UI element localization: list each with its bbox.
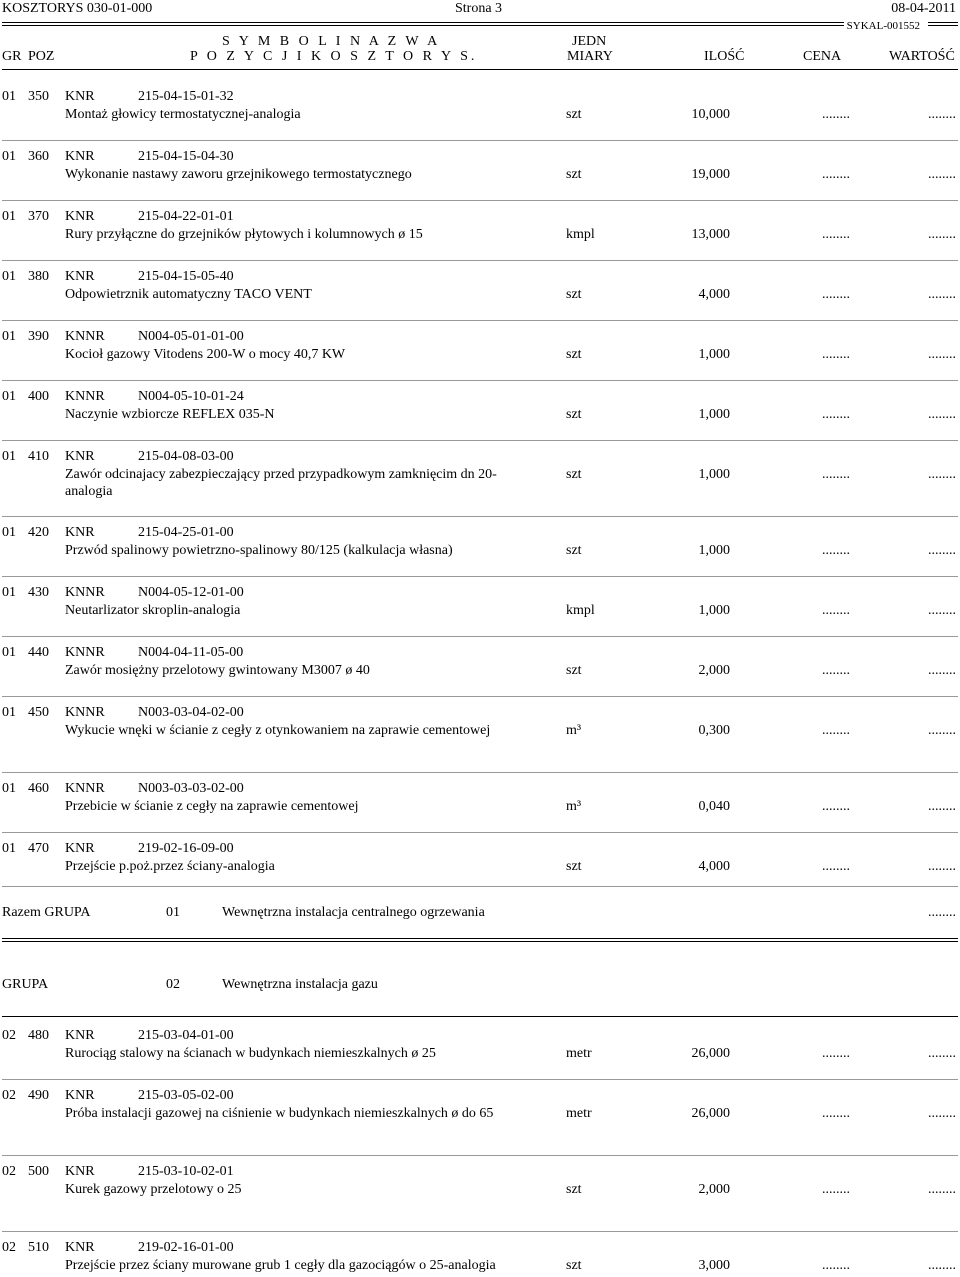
row-description: Przejście p.poż.przez ściany-analogia	[65, 859, 275, 874]
row-quantity: 1,000	[698, 543, 730, 558]
column-header-gr: GR	[2, 49, 22, 64]
row-description: Rury przyłączne do grzejników płytowych i kolumnowych ø 15	[65, 227, 423, 242]
row-group: 01	[2, 329, 16, 344]
row-group: 02	[2, 1088, 16, 1103]
row-value: ........	[928, 859, 956, 874]
row-position: 370	[28, 209, 49, 224]
row-position: 390	[28, 329, 49, 344]
row-catalog-base: KNR	[65, 841, 95, 856]
program-id: SYKAL-001552	[846, 20, 920, 32]
row-position: 360	[28, 149, 49, 164]
row-catalog-base: KNR	[65, 1240, 95, 1255]
row-quantity: 2,000	[698, 663, 730, 678]
row-quantity: 3,000	[698, 1258, 730, 1273]
row-group: 01	[2, 89, 16, 104]
row-description: Wykucie wnęki w ścianie z cegły z otynkowaniem na zaprawie cementowej	[65, 723, 491, 738]
column-header-divider	[2, 69, 958, 70]
row-group: 02	[2, 1240, 16, 1255]
row-price: ........	[822, 167, 850, 182]
row-unit: szt	[566, 167, 582, 182]
row-group: 01	[2, 149, 16, 164]
column-header-symbol: S Y M B O L I N A Z W A	[222, 34, 441, 49]
row-description: Kocioł gazowy Vitodens 200-W o mocy 40,7 KW	[65, 347, 346, 362]
row-catalog-base: KNR	[65, 1088, 95, 1103]
row-divider	[2, 380, 958, 381]
group-total-divider	[2, 938, 958, 939]
row-quantity: 0,300	[698, 723, 730, 738]
row-description: Zawór mosiężny przelotowy gwintowany M3007 ø 40	[65, 663, 370, 678]
row-position: 500	[28, 1164, 49, 1179]
row-catalog-base: KNNR	[65, 585, 105, 600]
row-divider	[2, 1231, 958, 1232]
row-group: 01	[2, 645, 16, 660]
row-position: 420	[28, 525, 49, 540]
row-group: 01	[2, 389, 16, 404]
row-catalog-base: KNR	[65, 1028, 95, 1043]
row-catalog-code: N003-03-03-02-00	[138, 781, 244, 796]
row-group: 01	[2, 705, 16, 720]
row-unit: szt	[566, 107, 582, 122]
header-divider-right-double	[928, 25, 958, 26]
row-catalog-base: KNR	[65, 89, 95, 104]
group-total-number: 01	[166, 905, 180, 920]
row-unit: szt	[566, 347, 582, 362]
row-unit: m³	[566, 799, 582, 814]
row-value: ........	[928, 1106, 956, 1121]
row-position: 440	[28, 645, 49, 660]
row-value: ........	[928, 543, 956, 558]
row-unit: szt	[566, 543, 582, 558]
row-catalog-code: 215-04-15-04-30	[138, 149, 234, 164]
row-catalog-base: KNNR	[65, 389, 105, 404]
row-unit: m³	[566, 723, 582, 738]
row-divider	[2, 516, 958, 517]
group-header-name: Wewnętrzna instalacja gazu	[222, 977, 378, 992]
row-group: 01	[2, 449, 16, 464]
row-price: ........	[822, 1182, 850, 1197]
row-value: ........	[928, 1182, 956, 1197]
row-catalog-code: N004-05-01-01-00	[138, 329, 244, 344]
row-description: Wykonanie nastawy zaworu grzejnikowego termostatycznego	[65, 167, 412, 182]
row-group: 01	[2, 525, 16, 540]
row-quantity: 4,000	[698, 287, 730, 302]
column-header-symbol-sub: P O Z Y C J I K O S Z T O R Y S.	[190, 49, 478, 64]
row-price: ........	[822, 603, 850, 618]
row-group: 01	[2, 781, 16, 796]
row-quantity: 1,000	[698, 347, 730, 362]
row-quantity: 1,000	[698, 407, 730, 422]
row-position: 490	[28, 1088, 49, 1103]
row-price: ........	[822, 467, 850, 482]
row-unit: metr	[566, 1106, 592, 1121]
column-header-unit-1: JEDN	[572, 34, 607, 49]
row-value: ........	[928, 603, 956, 618]
row-description: Montaż głowicy termostatycznej-analogia	[65, 107, 301, 122]
row-position: 510	[28, 1240, 49, 1255]
group-header-label: GRUPA	[2, 977, 49, 992]
row-value: ........	[928, 1046, 956, 1061]
row-group: 01	[2, 841, 16, 856]
row-catalog-code: 215-03-05-02-00	[138, 1088, 234, 1103]
row-position: 410	[28, 449, 49, 464]
row-price: ........	[822, 407, 850, 422]
row-quantity: 10,000	[691, 107, 730, 122]
row-description: Kurek gazowy przelotowy o 25	[65, 1182, 242, 1197]
row-price: ........	[822, 287, 850, 302]
document-date: 08-04-2011	[891, 1, 956, 16]
row-description: Rurociąg stalowy na ścianach w budynkach niemieszkalnych ø 25	[65, 1046, 436, 1061]
row-catalog-base: KNR	[65, 269, 95, 284]
row-unit: kmpl	[566, 227, 595, 242]
row-price: ........	[822, 347, 850, 362]
row-unit: szt	[566, 859, 582, 874]
row-quantity: 4,000	[698, 859, 730, 874]
row-value: ........	[928, 723, 956, 738]
row-catalog-code: N004-04-11-05-00	[138, 645, 244, 660]
row-description: Przejście przez ściany murowane grub 1 cegły dla gazociągów o 25-analogia	[65, 1258, 496, 1273]
group-header-number: 02	[166, 977, 180, 992]
group-total-divider-double	[2, 941, 958, 942]
row-description: Odpowietrznik automatyczny TACO VENT	[65, 287, 312, 302]
page-number: Strona 3	[455, 1, 503, 16]
row-unit: szt	[566, 467, 582, 482]
row-divider	[2, 636, 958, 637]
row-quantity: 0,040	[698, 799, 730, 814]
row-price: ........	[822, 1106, 850, 1121]
row-catalog-base: KNNR	[65, 645, 105, 660]
header-divider-right	[928, 22, 958, 23]
row-price: ........	[822, 227, 850, 242]
row-position: 460	[28, 781, 49, 796]
group-total-label: Razem GRUPA	[2, 905, 91, 920]
group-header-divider	[2, 1016, 958, 1017]
row-divider	[2, 440, 958, 441]
column-header-price: CENA	[803, 49, 842, 64]
column-header-value: WARTOŚĆ	[889, 49, 955, 64]
row-value: ........	[928, 799, 956, 814]
row-quantity: 1,000	[698, 467, 730, 482]
row-position: 470	[28, 841, 49, 856]
row-catalog-code: N004-05-10-01-24	[138, 389, 244, 404]
row-value: ........	[928, 227, 956, 242]
row-catalog-code: 215-03-04-01-00	[138, 1028, 234, 1043]
row-catalog-code: 215-04-15-05-40	[138, 269, 234, 284]
row-divider	[2, 696, 958, 697]
row-divider	[2, 832, 958, 833]
row-catalog-code: 219-02-16-09-00	[138, 841, 234, 856]
row-position: 430	[28, 585, 49, 600]
row-catalog-base: KNR	[65, 209, 95, 224]
row-group: 01	[2, 269, 16, 284]
row-group: 02	[2, 1028, 16, 1043]
row-value: ........	[928, 167, 956, 182]
row-position: 380	[28, 269, 49, 284]
row-divider	[2, 260, 958, 261]
row-value: ........	[928, 347, 956, 362]
row-group: 02	[2, 1164, 16, 1179]
row-divider	[2, 886, 958, 887]
row-price: ........	[822, 543, 850, 558]
row-unit: szt	[566, 287, 582, 302]
row-catalog-code: 215-03-10-02-01	[138, 1164, 234, 1179]
row-catalog-base: KNNR	[65, 329, 105, 344]
row-unit: metr	[566, 1046, 592, 1061]
row-catalog-code: 215-04-25-01-00	[138, 525, 234, 540]
row-price: ........	[822, 799, 850, 814]
row-position: 450	[28, 705, 49, 720]
group-total-value: ........	[928, 905, 956, 920]
row-position: 350	[28, 89, 49, 104]
row-price: ........	[822, 107, 850, 122]
row-divider	[2, 140, 958, 141]
row-description: Zawór odcinajacy zabezpieczający przed przypadkowym zamknięcim dn 20-analogia	[65, 467, 497, 499]
row-position: 400	[28, 389, 49, 404]
row-value: ........	[928, 1258, 956, 1273]
row-quantity: 19,000	[691, 167, 730, 182]
row-catalog-code: N003-03-04-02-00	[138, 705, 244, 720]
row-catalog-base: KNNR	[65, 705, 105, 720]
row-price: ........	[822, 1046, 850, 1061]
row-catalog-base: KNR	[65, 525, 95, 540]
row-value: ........	[928, 663, 956, 678]
row-quantity: 1,000	[698, 603, 730, 618]
row-position: 480	[28, 1028, 49, 1043]
row-unit: szt	[566, 407, 582, 422]
row-catalog-base: KNR	[65, 149, 95, 164]
row-unit: kmpl	[566, 603, 595, 618]
row-group: 01	[2, 585, 16, 600]
row-catalog-code: 215-04-08-03-00	[138, 449, 234, 464]
row-quantity: 2,000	[698, 1182, 730, 1197]
row-price: ........	[822, 663, 850, 678]
row-unit: szt	[566, 663, 582, 678]
row-catalog-code: 219-02-16-01-00	[138, 1240, 234, 1255]
column-header-poz: POZ	[28, 49, 55, 64]
row-divider	[2, 1079, 958, 1080]
column-header-qty: ILOŚĆ	[704, 49, 745, 64]
row-description: Przwód spalinowy powietrzno-spalinowy 80/125 (kalkulacja własna)	[65, 543, 453, 558]
row-value: ........	[928, 287, 956, 302]
row-value: ........	[928, 107, 956, 122]
row-quantity: 13,000	[691, 227, 730, 242]
row-price: ........	[822, 1258, 850, 1273]
row-divider	[2, 772, 958, 773]
row-divider	[2, 200, 958, 201]
row-catalog-base: KNNR	[65, 781, 105, 796]
row-unit: szt	[566, 1182, 582, 1197]
row-quantity: 26,000	[691, 1046, 730, 1061]
row-unit: szt	[566, 1258, 582, 1273]
document-id: KOSZTORYS 030-01-000	[2, 1, 153, 16]
column-header-unit-2: MIARY	[567, 49, 613, 64]
group-total-name: Wewnętrzna instalacja centralnego ogrzewania	[222, 905, 485, 920]
row-value: ........	[928, 467, 956, 482]
row-description: Neutarlizator skroplin-analogia	[65, 603, 241, 618]
row-catalog-code: N004-05-12-01-00	[138, 585, 244, 600]
row-divider	[2, 320, 958, 321]
row-group: 01	[2, 209, 16, 224]
row-description: Naczynie wzbiorcze REFLEX 035-N	[65, 407, 275, 422]
row-price: ........	[822, 859, 850, 874]
row-catalog-code: 215-04-22-01-01	[138, 209, 234, 224]
row-catalog-base: KNR	[65, 449, 95, 464]
row-divider	[2, 1155, 958, 1156]
header-divider-top-double	[2, 25, 844, 26]
row-catalog-base: KNR	[65, 1164, 95, 1179]
row-description: Przebicie w ścianie z cegły na zaprawie cementowej	[65, 799, 359, 814]
row-catalog-code: 215-04-15-01-32	[138, 89, 234, 104]
row-value: ........	[928, 407, 956, 422]
row-quantity: 26,000	[691, 1106, 730, 1121]
row-description: Próba instalacji gazowej na ciśnienie w budynkach niemieszkalnych ø do 65	[65, 1106, 494, 1121]
row-divider	[2, 576, 958, 577]
header-divider-top	[2, 22, 844, 23]
row-price: ........	[822, 723, 850, 738]
